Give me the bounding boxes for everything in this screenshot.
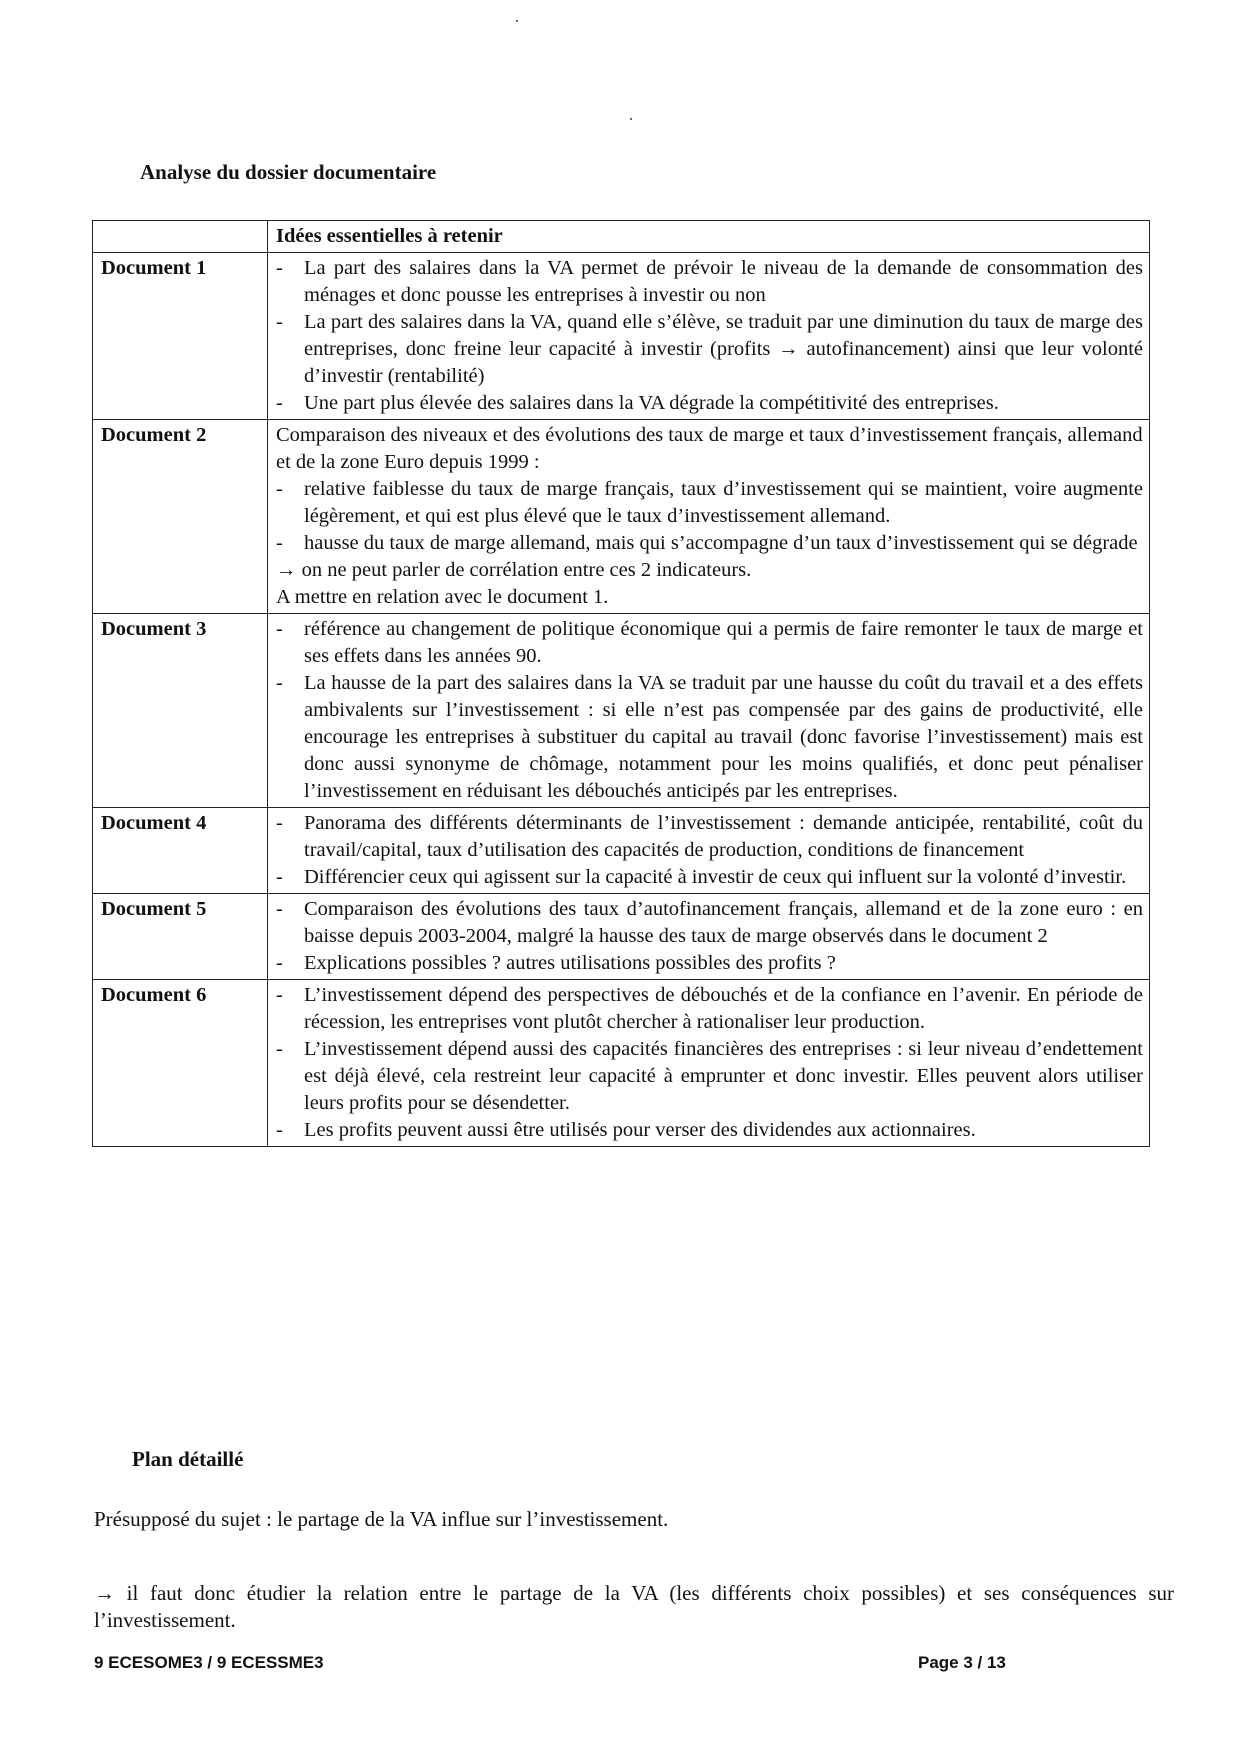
bullet-dash: - xyxy=(276,532,283,554)
bullet-text: Une part plus élevée des salaires dans la VA dégrade la compétitivité des entreprises. xyxy=(304,392,999,414)
document-ideas xyxy=(268,980,1150,1147)
plan-heading: Plan détaillé xyxy=(132,1447,244,1471)
bullet-text: Différencier ceux qui agissent sur la capacité à investir de ceux qui influent sur la volonté d’investir. xyxy=(304,866,1127,888)
bullet-dash: - xyxy=(276,984,283,1006)
bullet-item xyxy=(276,810,1143,864)
bullet-text: hausse du taux de marge allemand, mais qui s’accompagne d’un taux d’investissement qui se dégrade xyxy=(304,532,1138,554)
document-label: Document 5 xyxy=(93,894,268,980)
bullet-dash: - xyxy=(276,672,283,694)
table-body xyxy=(93,253,1150,1147)
bullet-dash: - xyxy=(276,952,283,974)
text-line: Comparaison des niveaux et des évolutions des taux de marge et taux d’investissement français, allemand et de la zone Euro depuis 1999 : xyxy=(276,424,1143,473)
bullet-item xyxy=(276,390,1143,417)
bullet-dash: - xyxy=(276,866,283,888)
conclusion-paragraph: → il faut donc étudier la relation entre le partage de la VA (les différents choix possibles) et ses conséquences sur l’investissement. xyxy=(94,1581,1174,1632)
bullet-dash: - xyxy=(276,392,283,414)
document-label: Document 4 xyxy=(93,808,268,894)
bullet-dash: - xyxy=(276,812,283,834)
bullet-text: La part des salaires dans la VA, quand elle s’élève, se traduit par une diminution du taux de marge des entreprises, donc freine leur capacité à investir (profits → autofinancement) ainsi que leur volonté d’investir (rentabilité) xyxy=(304,311,1143,387)
table-header: Idées essentielles à retenir xyxy=(268,221,1150,253)
bullet-text: La part des salaires dans la VA permet de prévoir le niveau de la demande de consommation des ménages et donc pousse les entreprises à investir ou non xyxy=(304,257,1143,306)
bullet-text: Explications possibles ? autres utilisations possibles des profits ? xyxy=(304,952,836,974)
bullet-text: L’investissement dépend des perspectives de débouchés et de la confiance en l’avenir. En période de récession, les entreprises vont plutôt chercher à rationaliser leur production. xyxy=(304,984,1143,1033)
analysis-table xyxy=(92,220,1150,1147)
footer-page-number: Page 3 / 13 xyxy=(918,1653,1006,1672)
bullet-dash: - xyxy=(276,311,283,333)
empty-header-cell xyxy=(93,221,268,253)
bullet-item xyxy=(276,670,1143,805)
bullet-item xyxy=(276,1117,1143,1144)
table-header-row xyxy=(93,221,1150,253)
bullet-text: relative faiblesse du taux de marge français, taux d’investissement qui se maintient, voire augmente légèrement, et qui est plus élevé que le taux d’investissement allemand. xyxy=(304,478,1143,527)
bullet-dash: - xyxy=(276,898,283,920)
table-row xyxy=(93,253,1150,420)
bullet-item xyxy=(276,982,1143,1036)
bullet-text: L’investissement dépend aussi des capacités financières des entreprises : si leur niveau d’endettement est déjà élevé, cela restreint leur capacité à emprunter et donc investir. Elles peuvent alors utiliser leurs profits pour se désendetter. xyxy=(304,1038,1143,1114)
document-label: Document 2 xyxy=(93,420,268,614)
page-title: Analyse du dossier documentaire xyxy=(140,160,437,184)
document-label: Document 1 xyxy=(93,253,268,420)
document-ideas xyxy=(268,894,1150,980)
scan-speck xyxy=(630,118,632,120)
bullet-text: Panorama des différents déterminants de l’investissement : demande anticipée, rentabilité, coût du travail/capital, taux d’utilisation des capacités de production, conditions de financement xyxy=(304,812,1143,861)
footer-exam-code: 9 ECESOME3 / 9 ECESSME3 xyxy=(94,1653,324,1672)
bullet-dash: - xyxy=(276,257,283,279)
text-line: A mettre en relation avec le document 1. xyxy=(276,586,609,608)
text-line: → on ne peut parler de corrélation entre ces 2 indicateurs. xyxy=(276,559,752,581)
scan-speck xyxy=(516,20,518,22)
bullet-text: référence au changement de politique économique qui a permis de faire remonter le taux de marge et ses effets dans les années 90. xyxy=(304,618,1143,667)
table-row xyxy=(93,980,1150,1147)
bullet-item xyxy=(276,950,1143,977)
bullet-dash: - xyxy=(276,618,283,640)
document-ideas xyxy=(268,253,1150,420)
table-row xyxy=(93,420,1150,614)
document-ideas xyxy=(268,808,1150,894)
bullet-text: Comparaison des évolutions des taux d’autofinancement français, allemand et de la zone euro : en baisse depuis 2003-2004, malgré la hausse des taux de marge observés dans le document 2 xyxy=(304,898,1143,947)
bullet-item xyxy=(276,530,1143,557)
bullet-item xyxy=(276,1036,1143,1117)
bullet-item xyxy=(276,309,1143,390)
document-label: Document 6 xyxy=(93,980,268,1147)
bullet-text: Les profits peuvent aussi être utilisés pour verser des dividendes aux actionnaires. xyxy=(304,1119,976,1141)
bullet-text: La hausse de la part des salaires dans la VA se traduit par une hausse du coût du travail et a des effets ambivalents sur l’investissement : si elle n’est pas compensée par des gains de productivité, elle encourage les entreprises à substituer du capital au travail (donc favorise l’investissement) mais est donc aussi synonyme de chômage, notamment pour les moins qualifiés, et donc peut pénaliser l’investissement en réduisant les débouchés anticipés par les entreprises. xyxy=(304,672,1143,802)
document-label: Document 3 xyxy=(93,614,268,808)
bullet-dash: - xyxy=(276,1119,283,1141)
bullet-dash: - xyxy=(276,478,283,500)
bullet-item xyxy=(276,896,1143,950)
bullet-item xyxy=(276,864,1143,891)
presuppose-paragraph: Présupposé du sujet : le partage de la VA influe sur l’investissement. xyxy=(94,1507,669,1531)
bullet-item xyxy=(276,616,1143,670)
bullet-item xyxy=(276,476,1143,530)
table-row xyxy=(93,894,1150,980)
table-row xyxy=(93,614,1150,808)
table-row xyxy=(93,808,1150,894)
document-ideas xyxy=(268,614,1150,808)
bullet-item xyxy=(276,255,1143,309)
document-ideas xyxy=(268,420,1150,614)
bullet-dash: - xyxy=(276,1038,283,1060)
